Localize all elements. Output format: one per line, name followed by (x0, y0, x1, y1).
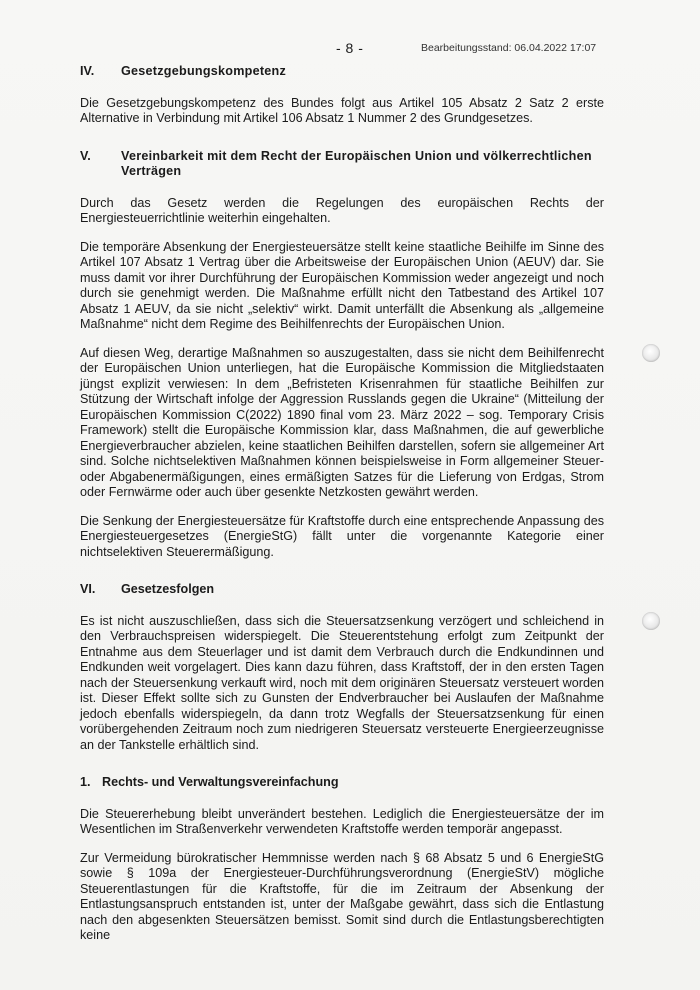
paragraph: Die temporäre Absenkung der Energiesteuersätze stellt keine staatliche Beihilfe im Sinne des Artikel 107 Absatz 1 Vertrag über die Arbeitsweise der Europäischen Union (AEUV) dar. Sie muss damit vor ihrer Durchführung der Europäischen Kommission weder angezeigt und noch durch sie genehmigt werden. Die Maßnahme erfüllt nicht den Tatbestand des Artikel 107 Absatz 1 AEUV, da sie nicht „selektiv“ wirkt. Damit unterfällt die Absenkung als „allgemeine Maßnahme“ nicht dem Regime des Beihilfenrechts der Europäischen Union. (80, 239, 604, 331)
paragraph: Durch das Gesetz werden die Regelungen des europäischen Rechts der Energiesteuerrichtlinie weiterhin eingehalten. (80, 195, 604, 225)
paragraph: Auf diesen Weg, derartige Maßnahmen so auszugestalten, dass sie nicht dem Beihilfenrecht der Europäischen Union unterliegen, hat die Europäische Kommission die Mitgliedstaaten jüngst explizit verwiesen: In dem „Befristeten Krisenrahmen für staatliche Beihilfen zur Stützung der Wirtschaft infolge der Aggression Russlands gegen die Ukraine“ (Mitteilung der Europäischen Kommission C(2022) 1890 final vom 23. März 2022 – sog. Temporary Crisis Framework) stellt die Europäische Kommission klar, dass Maßnahmen, die auf gewerbliche Energieverbraucher abzielen, keine staatlichen Beihilfen darstellen, sofern sie allgemeiner Art sind. Solche nichtselektiven Maßnahmen können beispielsweise in Form allgemeiner Steuer- oder Abgabenermäßigungen, eines ermäßigten Satzes für die Lieferung von Erdgas, Strom oder Fernwärme oder auch über gesenkte Netzkosten gewährt werden. (80, 345, 604, 499)
edit-status: Bearbeitungsstand: 06.04.2022 17:07 (421, 42, 597, 54)
section-vi-heading (80, 582, 604, 598)
paragraph: Die Steuererhebung bleibt unverändert bestehen. Lediglich die Energiesteuersätze der im Wesentlichen im Straßenverkehr verwendeten Kraftstoffe werden temporär angepasst. (80, 806, 604, 836)
punch-hole (642, 612, 660, 630)
section-iv-heading (80, 64, 604, 80)
section-number: V. (80, 148, 91, 163)
paragraph: Die Gesetzgebungskompetenz des Bundes folgt aus Artikel 105 Absatz 2 Satz 2 erste Alternative in Verbindung mit Artikel 106 Absatz 1 Nummer 2 des Grundgesetzes. (80, 95, 604, 125)
paragraph: Zur Vermeidung bürokratischer Hemmnisse werden nach § 68 Absatz 5 und 6 EnergieStG sowie § 109a der Energiesteuer-Durchführungsverordnung (EnergieStV) mögliche Steuerentlastungen für die Kraftstoffe, für die im Zeitraum der Absenkung der Entlastungsanspruch entstanden ist, unter der Maßgabe gewährt, dass sich die Entlastung nach den abgesenkten Steuersätzen bemisst. Somit sind durch die Entlastungsberechtigten keine (80, 850, 604, 942)
subsection-1-heading (80, 775, 604, 791)
section-number: 1. (80, 775, 91, 789)
section-title: Vereinbarkeit mit dem Recht der Europäischen Union und völkerrechtlichen Verträgen (121, 148, 592, 178)
punch-hole (642, 344, 660, 362)
section-number: VI. (80, 582, 96, 596)
section-number: IV. (80, 64, 95, 78)
section-title: Gesetzgebungskompetenz (121, 64, 287, 78)
section-title: Rechts- und Verwaltungsvereinfachung (102, 775, 339, 789)
document-body (80, 64, 604, 944)
paragraph: Es ist nicht auszuschließen, dass sich die Steuersatzsenkung verzögert und schleichend in den Verbrauchspreisen widerspiegelt. Die Steuerentstehung erfolgt zum Zeitpunkt der Entnahme aus dem Steuerlager und ist damit dem Verbrauch durch die Endkundinnen und Endkunden weit vorgelagert. Dies kann dazu führen, dass Kraftstoff, der in den ersten Tagen nach der Steuersenkung verkauft wird, noch mit dem originären Steuersatz versteuert worden ist. Dieser Effekt sollte sich zu Gunsten der Endverbraucher bei Auslaufen der Maßnahme jedoch ebenfalls widerspiegeln, da dann trotz Wegfalls der Steuersatzsenkung für einen vorübergehenden Zeitraum noch zum niedrigeren Steuersatz versteuerte Energieerzeugnisse an der Tankstelle erhältlich sind. (80, 613, 604, 752)
page-number: - 8 - (336, 40, 364, 56)
section-title: Gesetzesfolgen (121, 582, 215, 596)
section-v-heading (80, 149, 604, 180)
paragraph: Die Senkung der Energiesteuersätze für Kraftstoffe durch eine entsprechende Anpassung des Energiesteuergesetzes (EnergieStG) fällt unter die vorgenannte Kategorie einer nichtselektiven Steuerermäßigung. (80, 513, 604, 559)
